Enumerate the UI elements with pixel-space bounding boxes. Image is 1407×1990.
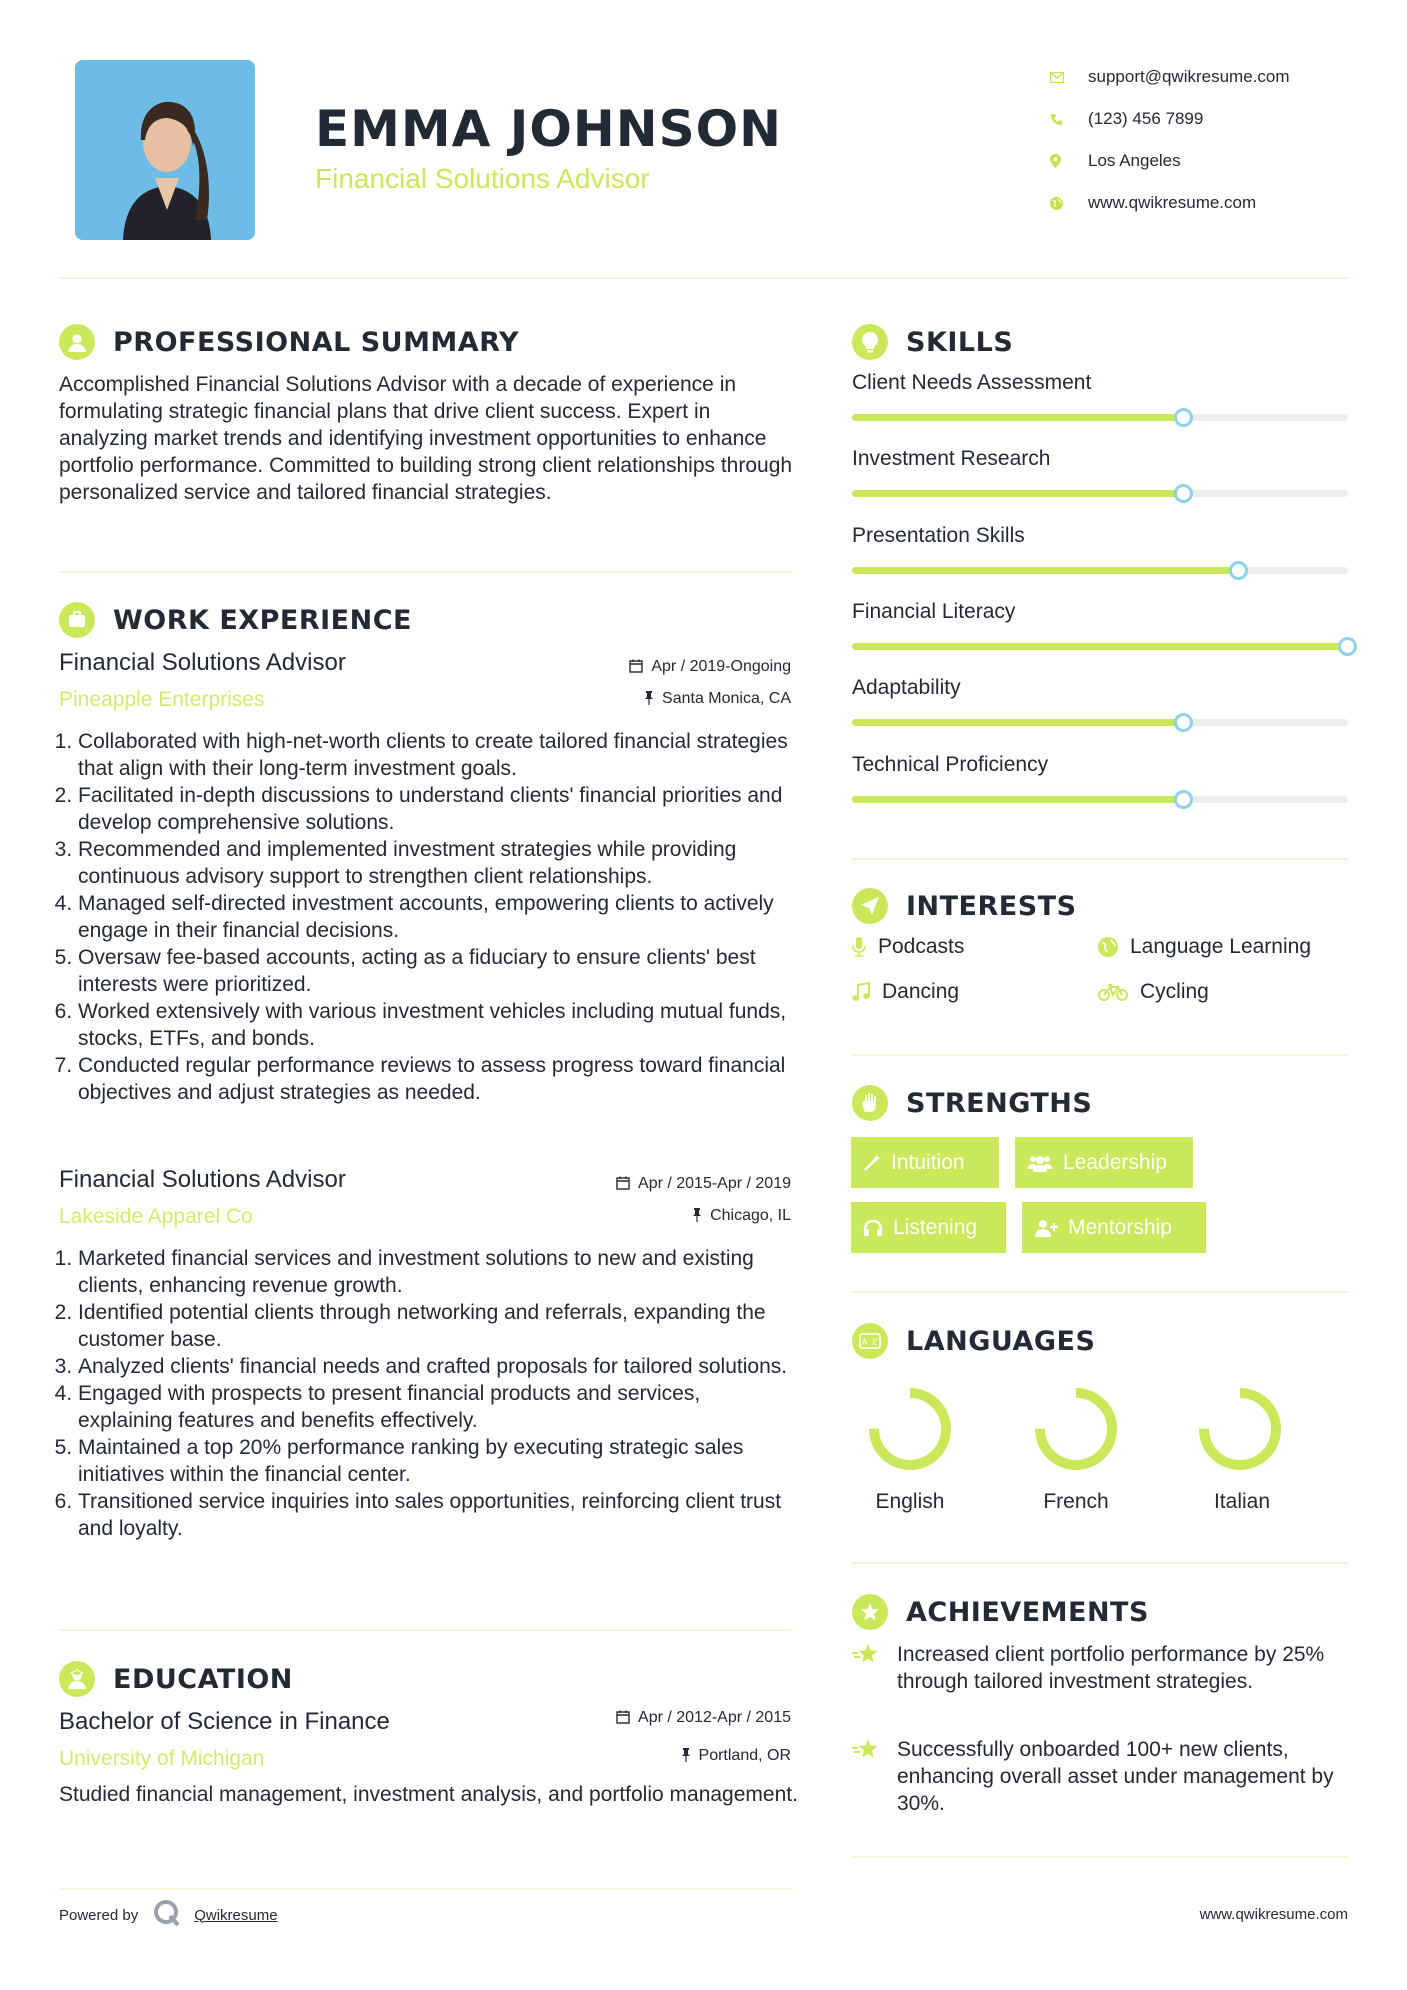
location-pin-icon: [1050, 154, 1088, 168]
skill-name: Adaptability: [852, 676, 961, 699]
pin-icon: [692, 1208, 702, 1225]
job-2-dates-text: Apr / 2015-Apr / 2019: [638, 1175, 791, 1192]
job-2-location-text: Chicago, IL: [710, 1207, 791, 1224]
list-item: 2. Facilitated in-depth discussions to understand clients' financial priorities and develop comprehensive solutions.: [78, 782, 799, 836]
achievements-divider: [852, 1856, 1348, 1858]
header-divider: [59, 277, 1349, 279]
summary-title: PROFESSIONAL SUMMARY: [113, 326, 520, 358]
achievement-item: [852, 1641, 1348, 1695]
skill-name: Presentation Skills: [852, 524, 1025, 547]
skill-bar-fill: [852, 643, 1348, 650]
footer-website[interactable]: www.qwikresume.com: [1199, 1906, 1348, 1923]
interest-label: Cycling: [1140, 980, 1209, 1003]
profile-photo: [75, 60, 255, 240]
skill-bar-knob: [1338, 637, 1357, 656]
summary-divider: [59, 571, 791, 573]
strength-leadership: [1015, 1137, 1193, 1188]
job-1-company: Pineapple Enterprises: [59, 688, 265, 711]
skill-bar: [852, 719, 1348, 726]
mail-icon: [1050, 72, 1088, 83]
education-degree: Bachelor of Science in Finance: [59, 1708, 390, 1735]
education-divider: [59, 1888, 791, 1890]
bicycle-icon: [1098, 983, 1128, 1001]
powered-by-label: Powered by: [59, 1906, 139, 1924]
interest-cycling: [1098, 980, 1209, 1004]
experience-heading: [59, 602, 412, 638]
skills-title: SKILLS: [906, 326, 1014, 358]
skill-bar-knob: [1174, 790, 1193, 809]
education-heading: [59, 1661, 293, 1697]
skill-bar-fill: [852, 567, 1239, 574]
job-1-title: Financial Solutions Advisor: [59, 649, 346, 676]
list-item: 7. Conducted regular performance reviews to assess progress toward financial objectives and adjust strategies as needed.: [78, 1052, 799, 1106]
group-icon: [1027, 1154, 1053, 1172]
interests-heading: [852, 888, 1077, 924]
skill-bar-fill: [852, 490, 1184, 497]
skill-bar-fill: [852, 414, 1184, 421]
music-note-icon: [852, 982, 870, 1002]
skill-bar-knob: [1174, 713, 1193, 732]
list-item: 3. Recommended and implemented investment strategies while providing continuous advisory support to strengthen client relationships.: [78, 836, 799, 890]
list-item: 5. Maintained a top 20% performance ranking by executing strategic sales initiatives within the financial center.: [78, 1434, 799, 1488]
contact-email-text: support@qwikresume.com: [1088, 67, 1290, 86]
strengths-title: STRENGTHS: [906, 1087, 1093, 1119]
language-ring-italian: [1195, 1384, 1285, 1474]
user-icon: [59, 324, 95, 360]
education-location: [681, 1747, 791, 1765]
interest-label: Podcasts: [878, 935, 965, 958]
headphones-icon: [863, 1219, 883, 1237]
interests-divider: [852, 1054, 1348, 1056]
globe-icon: [1098, 937, 1118, 957]
skill-bar: [852, 490, 1348, 497]
list-item: 1. Collaborated with high-net-worth clients to create tailored financial strategies that align with their long-term investment goals.: [78, 728, 799, 782]
strengths-heading: [852, 1085, 1092, 1121]
star-icon: [852, 1736, 897, 1817]
language-name: Italian: [1213, 1490, 1271, 1513]
graduate-icon: [59, 1661, 95, 1697]
phone-icon: [1050, 113, 1088, 126]
list-item: 4. Engaged with prospects to present financial products and services, explaining features and benefits effectively.: [78, 1380, 799, 1434]
contact-phone-text: (123) 456 7899: [1088, 109, 1204, 128]
strength-intuition: [851, 1137, 999, 1188]
hand-icon: [852, 1085, 888, 1121]
list-item: 4. Managed self-directed investment accounts, empowering clients to actively engage in their financial decisions.: [78, 890, 799, 944]
award-star-icon: [852, 1594, 888, 1630]
contact-list: [1050, 56, 1290, 224]
list-item: 6. Worked extensively with various investment vehicles including mutual funds, stocks, ETFs, and bonds.: [78, 998, 799, 1052]
microphone-icon: [852, 937, 866, 957]
skills-heading: [852, 324, 1013, 360]
summary-text: Accomplished Financial Solutions Advisor with a decade of experience in formulating strategic financial plans that drive client success. Expert in analyzing market trends and identifying investment opportunities to enhance portfolio performance. Committed to building strong client relationships through personalized service and tailored financial strategies.: [59, 373, 793, 504]
candidate-name: EMMA JOHNSON: [315, 100, 782, 158]
contact-phone[interactable]: [1050, 98, 1290, 140]
contact-email[interactable]: [1050, 56, 1290, 98]
achievement-text: Increased client portfolio performance by 25% through tailored investment strategies.: [897, 1643, 1325, 1693]
interest-language-learning: [1098, 935, 1311, 959]
strength-mentorship: [1022, 1202, 1206, 1253]
skill-name: Financial Literacy: [852, 600, 1016, 623]
star-icon: [852, 1641, 897, 1695]
interest-dancing: [852, 980, 959, 1004]
education-location-text: Portland, OR: [698, 1747, 791, 1764]
list-item: 3. Analyzed clients' financial needs and crafted proposals for tailored solutions.: [78, 1353, 799, 1380]
language-name: English: [875, 1490, 945, 1513]
contact-website-text: www.qwikresume.com: [1088, 193, 1257, 212]
job-2-title: Financial Solutions Advisor: [59, 1166, 346, 1193]
skill-bar-fill: [852, 719, 1184, 726]
footer-powered-by: [59, 1898, 278, 1932]
user-plus-icon: [1034, 1219, 1058, 1237]
interest-label: Language Learning: [1130, 935, 1312, 958]
qwikresume-link[interactable]: Qwikresume: [194, 1906, 278, 1924]
skill-name: Investment Research: [852, 447, 1051, 470]
job-1-dates-text: Apr / 2019-Ongoing: [651, 658, 791, 675]
skill-bar: [852, 567, 1348, 574]
svg-text:A 文: A 文: [861, 1337, 879, 1347]
job-1-location: [644, 690, 791, 708]
languages-divider: [852, 1562, 1348, 1564]
magic-wand-icon: [863, 1154, 881, 1172]
language-name: French: [1043, 1490, 1109, 1513]
education-dates: [616, 1709, 791, 1727]
list-item: 2. Identified potential clients through networking and referrals, expanding the customer base.: [78, 1299, 799, 1353]
paper-plane-icon: [852, 888, 888, 924]
job-1-bullets: [59, 728, 799, 1106]
contact-location: [1050, 140, 1290, 182]
candidate-role: Financial Solutions Advisor: [315, 163, 650, 194]
achievement-text: Successfully onboarded 100+ new clients, enhancing overall asset under management by 30%.: [897, 1738, 1334, 1815]
contact-website[interactable]: [1050, 182, 1290, 224]
education-dates-text: Apr / 2012-Apr / 2015: [638, 1709, 791, 1726]
contact-location-text: Los Angeles: [1088, 151, 1181, 170]
job-1-dates: [629, 658, 791, 676]
achievement-item: [852, 1736, 1348, 1817]
list-item: 6. Transitioned service inquiries into sales opportunities, reinforcing client trust and loyalty.: [78, 1488, 799, 1542]
languages-heading: [852, 1323, 1095, 1359]
strength-label: Mentorship: [1068, 1215, 1172, 1239]
language-icon: [852, 1323, 888, 1359]
education-title: EDUCATION: [113, 1663, 293, 1695]
strength-label: Leadership: [1063, 1150, 1167, 1174]
job-2-company: Lakeside Apparel Co: [59, 1205, 253, 1228]
skill-bar-knob: [1229, 561, 1248, 580]
strengths-divider: [852, 1291, 1348, 1293]
briefcase-icon: [59, 602, 95, 638]
pin-icon: [681, 1748, 691, 1765]
language-ring-french: [1031, 1384, 1121, 1474]
interest-label: Dancing: [882, 980, 960, 1003]
skill-bar: [852, 643, 1348, 650]
calendar-icon: [629, 659, 643, 676]
qwikresume-logo-icon: [152, 1898, 182, 1932]
language-ring-english: [865, 1384, 955, 1474]
list-item: 5. Oversaw fee-based accounts, acting as a fiduciary to ensure clients' best interests were prioritized.: [78, 944, 799, 998]
languages-title: LANGUAGES: [906, 1325, 1096, 1357]
job-2-dates: [616, 1175, 791, 1193]
skill-bar: [852, 796, 1348, 803]
achievements-heading: [852, 1594, 1149, 1630]
interest-podcasts: [852, 935, 964, 959]
job-2-location: [692, 1207, 791, 1225]
skill-name: Client Needs Assessment: [852, 371, 1092, 394]
skills-divider: [852, 858, 1348, 860]
job-1-location-text: Santa Monica, CA: [662, 690, 791, 707]
lightbulb-icon: [852, 324, 888, 360]
skill-name: Technical Proficiency: [852, 753, 1049, 776]
skill-bar-fill: [852, 796, 1184, 803]
calendar-icon: [616, 1176, 630, 1193]
strength-listening: [851, 1202, 1006, 1253]
list-item: 1. Marketed financial services and investment solutions to new and existing clients, enhancing revenue growth.: [78, 1245, 799, 1299]
education-description: Studied financial management, investment analysis, and portfolio management.: [59, 1783, 798, 1806]
education-school: University of Michigan: [59, 1747, 265, 1770]
calendar-icon: [616, 1710, 630, 1727]
summary-heading: [59, 324, 519, 360]
job-2-bullets: [59, 1245, 799, 1542]
strength-label: Listening: [893, 1215, 978, 1239]
skill-bar: [852, 414, 1348, 421]
experience-title: WORK EXPERIENCE: [113, 604, 412, 636]
skill-bar-knob: [1174, 484, 1193, 503]
strength-label: Intuition: [891, 1150, 965, 1174]
experience-divider: [59, 1629, 791, 1631]
skill-bar-knob: [1174, 408, 1193, 427]
pin-icon: [644, 691, 654, 708]
achievements-title: ACHIEVEMENTS: [906, 1596, 1149, 1628]
globe-icon: [1050, 197, 1088, 210]
interests-title: INTERESTS: [906, 890, 1077, 922]
